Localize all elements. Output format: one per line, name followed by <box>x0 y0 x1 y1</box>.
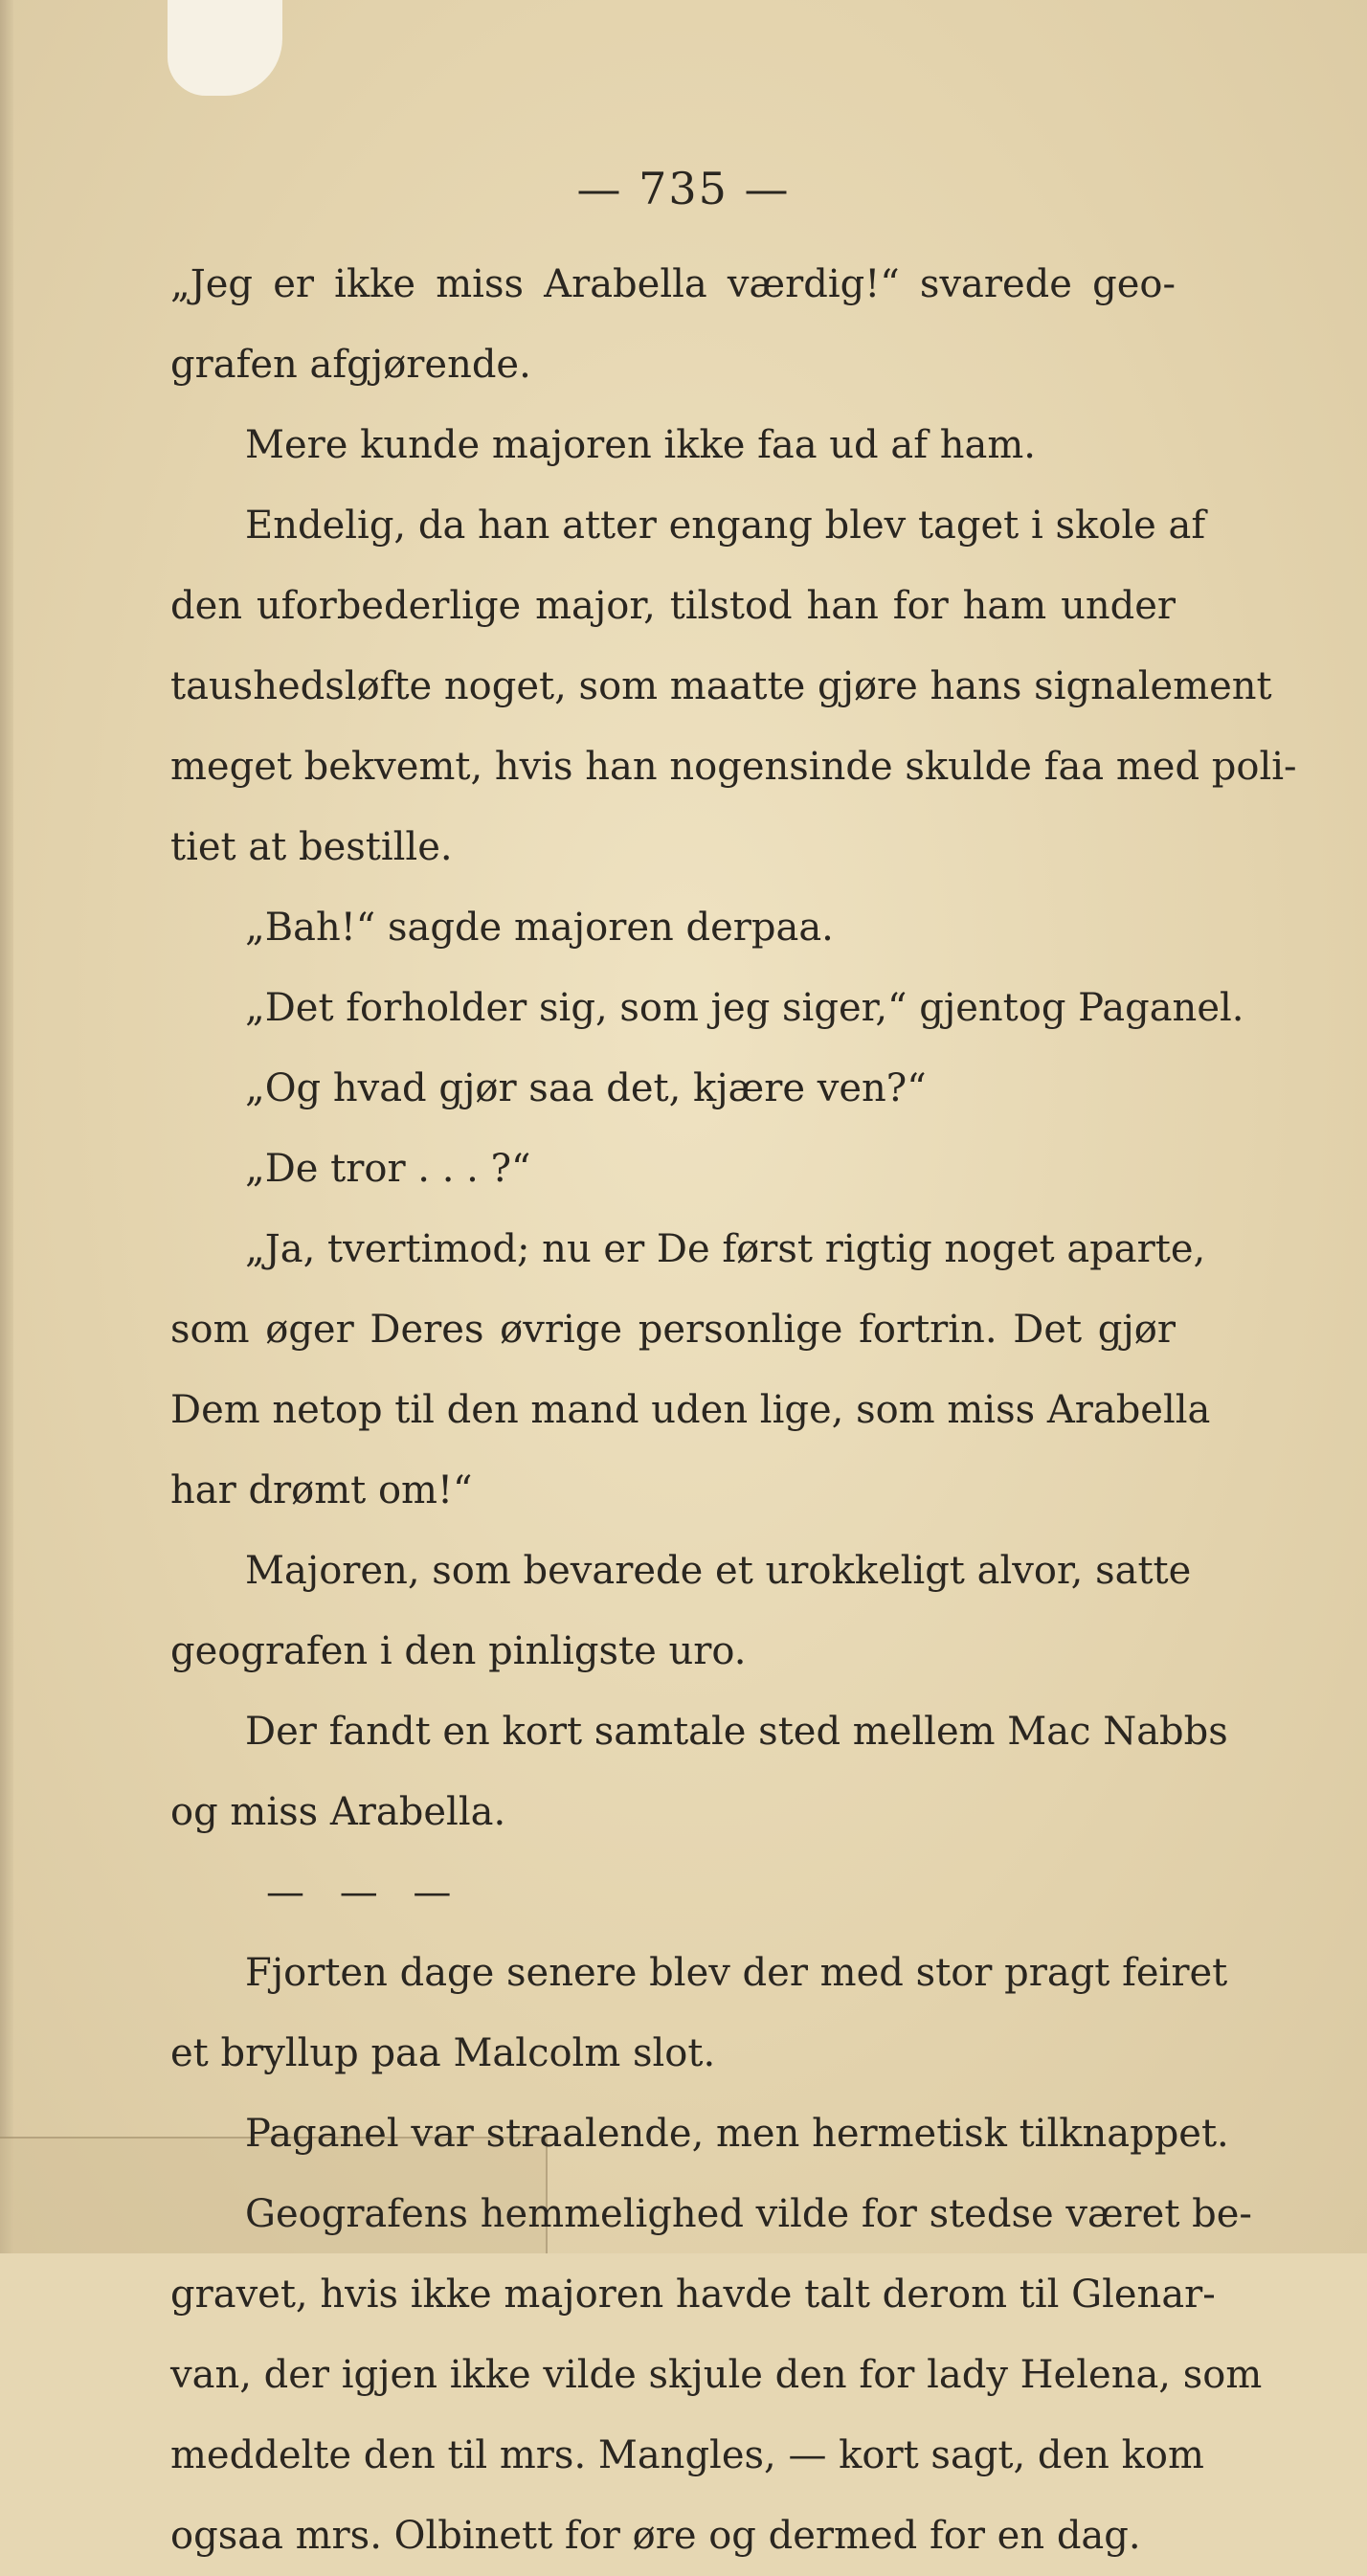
text-line: „Det forholder sig, som jeg siger,“ gjentog Paganel. <box>245 986 1244 1030</box>
text-line: tiet at bestille. <box>170 825 453 869</box>
text-line: grafen afgjørende. <box>170 343 531 387</box>
text-line: taushedsløfte noget, som maatte gjøre hans signalement <box>170 664 1272 708</box>
text-line: meget bekvemt, hvis han nogensinde skulde faa med poli- <box>170 745 1297 789</box>
text-line: „De tror . . . ?“ <box>245 1147 531 1191</box>
text-line: har drømt om!“ <box>170 1468 473 1512</box>
page-number: — 735 — <box>576 163 791 214</box>
text-line: og miss Arabella. <box>170 1790 506 1834</box>
page-binding-edge <box>0 0 13 2253</box>
text-line: gravet, hvis ikke majoren havde talt derom til Glenar- <box>170 2273 1216 2317</box>
text-line: Endelig, da han atter engang blev taget i skole af <box>245 504 1206 548</box>
section-separator: — — — <box>266 1870 463 1915</box>
text-line: Dem netop til den mand uden lige, som miss Arabella <box>170 1388 1211 1432</box>
text-line: Geografens hemmelighed vilde for stedse været be- <box>245 2192 1252 2236</box>
text-line: den uforbederlige major, tilstod han for ham under <box>170 584 1176 628</box>
text-line: van, der igjen ikke vilde skjule den for lady Helena, som <box>170 2353 1263 2397</box>
text-line: „Og hvad gjør saa det, kjære ven?“ <box>245 1066 927 1110</box>
text-line: Fjorten dage senere blev der med stor pragt feiret <box>245 1951 1228 1995</box>
text-line: Mere kunde majoren ikke faa ud af ham. <box>245 423 1036 467</box>
text-line: „Ja, tvertimod; nu er De først rigtig noget aparte, <box>245 1227 1206 1271</box>
torn-paper-corner <box>168 0 282 96</box>
text-line: geografen i den pinligste uro. <box>170 1629 747 1673</box>
text-line: Paganel var straalende, men hermetisk tilknappet. <box>245 2112 1229 2156</box>
text-line: som øger Deres øvrige personlige fortrin. Det gjør <box>170 1308 1176 1352</box>
text-line: „Jeg er ikke miss Arabella værdig!“ svarede geo- <box>170 262 1176 306</box>
text-line: „Bah!“ sagde majoren derpaa. <box>245 906 834 950</box>
text-line: Der fandt en kort samtale sted mellem Mac Nabbs <box>245 1710 1228 1754</box>
text-line: et bryllup paa Malcolm slot. <box>170 2031 716 2075</box>
text-line: meddelte den til mrs. Mangles, — kort sagt, den kom <box>170 2433 1204 2477</box>
text-line: ogsaa mrs. Olbinett for øre og dermed for en dag. <box>170 2514 1141 2558</box>
body-text <box>170 244 1297 2576</box>
text-line: Majoren, som bevarede et urokkeligt alvor, satte <box>245 1549 1192 1593</box>
